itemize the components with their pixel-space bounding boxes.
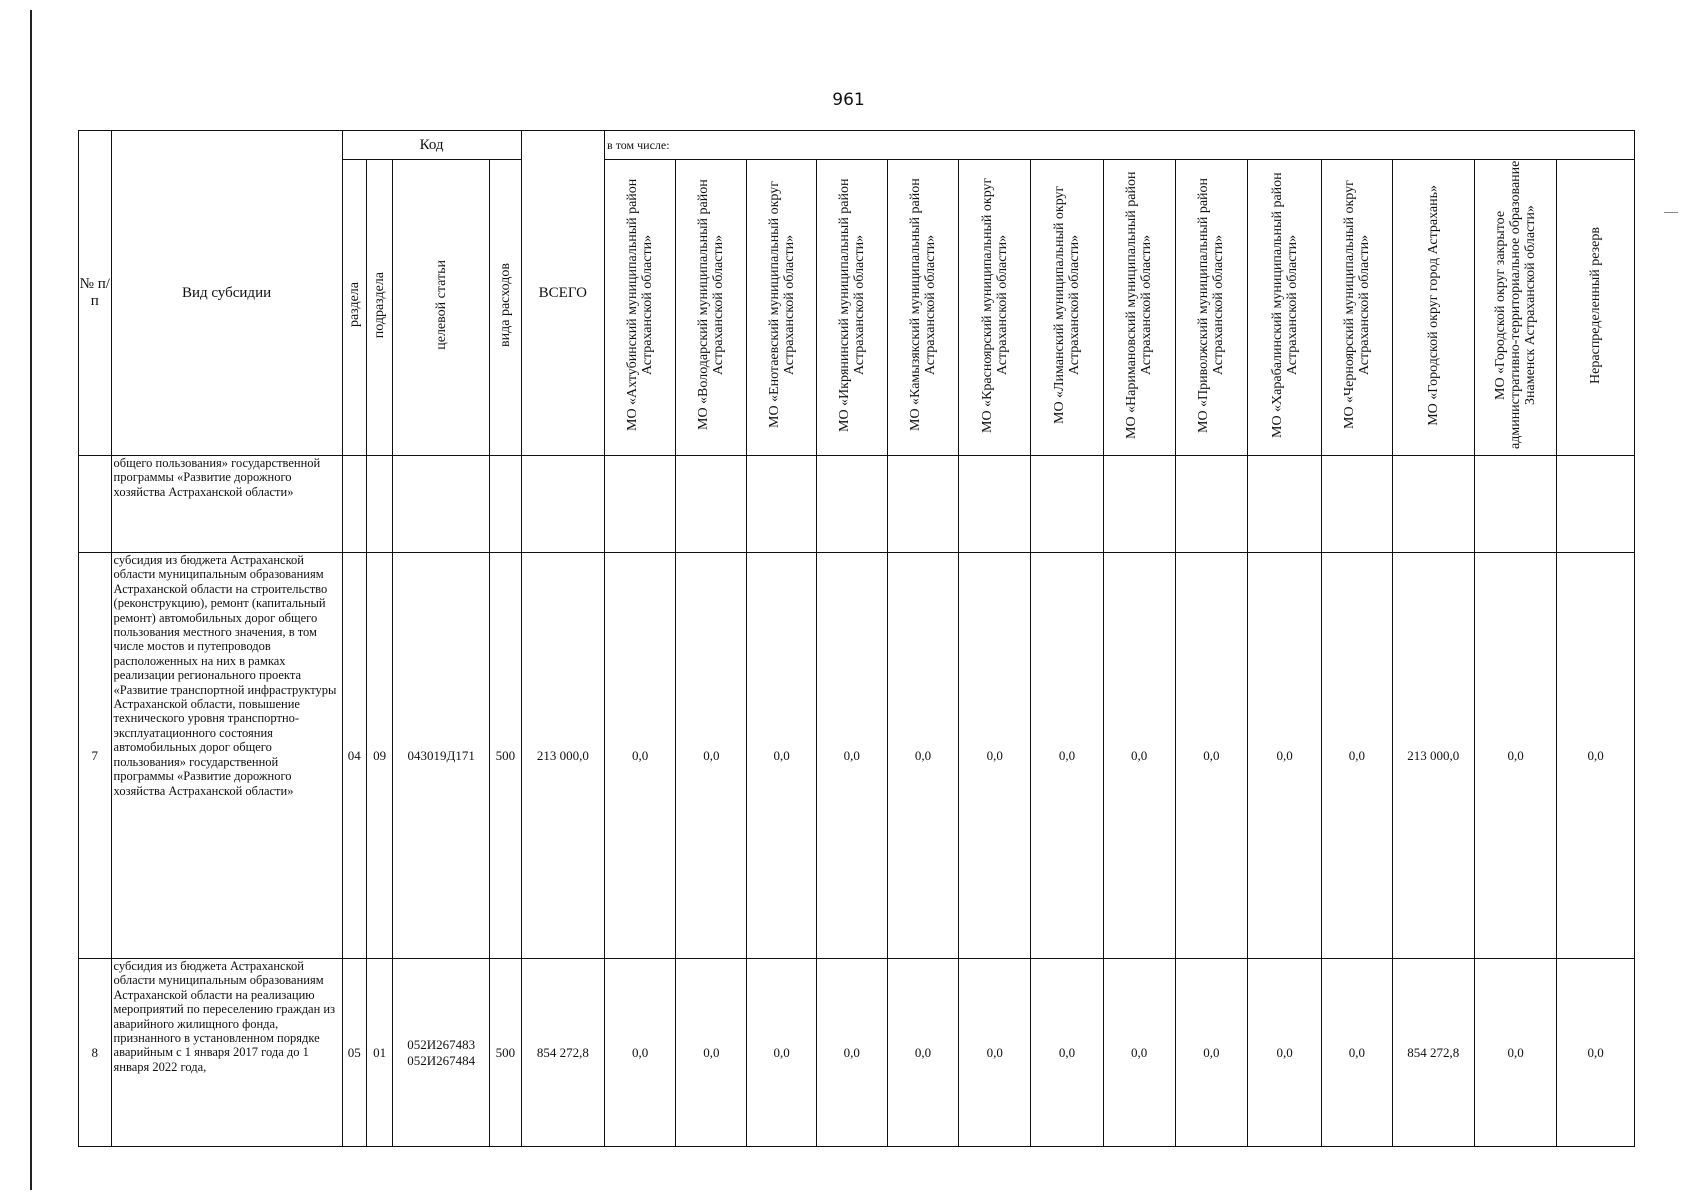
header-mo-harabalinsky: МО «Харабалинский муниципальный район Астраханской области» bbox=[1248, 160, 1322, 456]
header-v-tom-chisle: в том числе: bbox=[605, 131, 1635, 160]
row-vsego: 854 272,8 bbox=[521, 959, 604, 1147]
row-num bbox=[79, 456, 112, 553]
header-vsego: ВСЕГО bbox=[521, 131, 604, 456]
header-mo-kamyzyaksky: МО «Камызякский муниципальный район Астраханской области» bbox=[887, 160, 958, 456]
row-value bbox=[1557, 456, 1635, 553]
row-value: 854 272,8 bbox=[1392, 959, 1474, 1147]
row-value: 0,0 bbox=[676, 959, 747, 1147]
page-left-rule bbox=[30, 10, 32, 1190]
row-podrazdel bbox=[366, 456, 392, 553]
row-value bbox=[887, 456, 958, 553]
table-row bbox=[79, 553, 1635, 959]
row-value bbox=[959, 456, 1031, 553]
row-value bbox=[816, 456, 887, 553]
row-desc: субсидия из бюджета Астраханской области муниципальным образованиям Астраханской области на реализацию мероприятий по переселению граждан из аварийного жилищного фонда, признанного в установленном порядке аварийным с 1 января 2017 года до 1 января 2022 года, bbox=[111, 959, 342, 1147]
row-value: 0,0 bbox=[1175, 959, 1247, 1147]
header-mo-krasnoyarsky: МО «Красноярский муниципальный округ Астраханской области» bbox=[959, 160, 1031, 456]
row-value: 0,0 bbox=[1557, 553, 1635, 959]
table-row bbox=[79, 959, 1635, 1147]
row-celevaya: 052И267483 052И267484 bbox=[393, 959, 490, 1147]
header-mo-chernoyarsky: МО «Черноярский муниципальный округ Астраханской области» bbox=[1322, 160, 1392, 456]
row-desc: общего пользования» государственной программы «Развитие дорожного хозяйства Астраханской области» bbox=[111, 456, 342, 553]
row-value bbox=[1031, 456, 1103, 553]
header-mo-enotaevsky: МО «Енотаевский муниципальный округ Астраханской области» bbox=[747, 160, 816, 456]
header-mo-limansky: МО «Лиманский муниципальный округ Астраханской области» bbox=[1031, 160, 1103, 456]
row-value: 0,0 bbox=[959, 959, 1031, 1147]
header-celevaya-statya: целевой статьи bbox=[393, 160, 490, 456]
row-value: 0,0 bbox=[605, 959, 676, 1147]
row-value bbox=[1474, 456, 1556, 553]
row-value: 0,0 bbox=[747, 553, 816, 959]
row-value: 0,0 bbox=[1103, 959, 1175, 1147]
row-value: 0,0 bbox=[1322, 959, 1392, 1147]
row-value: 0,0 bbox=[1248, 959, 1322, 1147]
page-number: 961 bbox=[832, 90, 865, 110]
header-podrazdel: подраздела bbox=[366, 160, 392, 456]
row-value: 0,0 bbox=[1474, 959, 1556, 1147]
table-row bbox=[79, 456, 1635, 553]
header-kod: Код bbox=[342, 131, 521, 160]
header-num: № п/п bbox=[79, 131, 112, 456]
header-vid-subsidii: Вид субсидии bbox=[111, 131, 342, 456]
row-value bbox=[1103, 456, 1175, 553]
header-mo-volodarsky: МО «Володарский муниципальный район Астраханской области» bbox=[676, 160, 747, 456]
row-value: 0,0 bbox=[1322, 553, 1392, 959]
row-value: 0,0 bbox=[1175, 553, 1247, 959]
row-value: 0,0 bbox=[1103, 553, 1175, 959]
subsidy-table bbox=[78, 130, 1635, 1147]
row-value: 0,0 bbox=[747, 959, 816, 1147]
row-razdel: 04 bbox=[342, 553, 366, 959]
row-value: 0,0 bbox=[1031, 553, 1103, 959]
header-mo-astrakhan: МО «Городской округ город Астрахань» bbox=[1392, 160, 1474, 456]
row-value bbox=[1322, 456, 1392, 553]
page-edge-mark bbox=[1664, 212, 1678, 213]
header-mo-narimanovsky: МО «Наримановский муниципальный район Астраханской области» bbox=[1103, 160, 1175, 456]
row-value bbox=[1248, 456, 1322, 553]
row-value: 0,0 bbox=[887, 553, 958, 959]
row-value: 0,0 bbox=[959, 553, 1031, 959]
row-value: 0,0 bbox=[1474, 553, 1556, 959]
row-vid-rashodov: 500 bbox=[490, 553, 522, 959]
row-celevaya: 043019Д171 bbox=[393, 553, 490, 959]
row-value: 0,0 bbox=[1031, 959, 1103, 1147]
row-razdel bbox=[342, 456, 366, 553]
header-mo-znamensk: МО «Городской округ закрытое административно-территориальное образование Знаменск Астраханской области» bbox=[1474, 160, 1556, 456]
row-vsego bbox=[521, 456, 604, 553]
header-razdel: раздела bbox=[342, 160, 366, 456]
row-value: 0,0 bbox=[676, 553, 747, 959]
row-podrazdel: 01 bbox=[366, 959, 392, 1147]
row-value: 0,0 bbox=[816, 553, 887, 959]
row-vid-rashodov bbox=[490, 456, 522, 553]
row-vsego: 213 000,0 bbox=[521, 553, 604, 959]
header-mo-ahtubinsky: МО «Ахтубинский муниципальный район Астраханской области» bbox=[605, 160, 676, 456]
row-value: 0,0 bbox=[816, 959, 887, 1147]
row-value bbox=[1175, 456, 1247, 553]
row-num: 7 bbox=[79, 553, 112, 959]
row-celevaya bbox=[393, 456, 490, 553]
header-mo-privolzhsky: МО «Приволжский муниципальный район Астраханской области» bbox=[1175, 160, 1247, 456]
row-value bbox=[605, 456, 676, 553]
row-vid-rashodov: 500 bbox=[490, 959, 522, 1147]
row-value: 0,0 bbox=[887, 959, 958, 1147]
row-desc: субсидия из бюджета Астраханской области муниципальным образованиям Астраханской области на строительство (реконструкцию), ремонт (капитальный ремонт) автомобильных дорог общего пользования местного значения, в том числе мостов и путепроводов расположенных на них в рамках реализации регионального проекта «Развитие транспортной инфраструктуры Астраханской области, повышение технического уровня транспортно-эксплуатационного состояния автомобильных дорог общего пользования» государственной программы «Развитие дорожного хозяйства Астраханской области» bbox=[111, 553, 342, 959]
row-value bbox=[747, 456, 816, 553]
row-num: 8 bbox=[79, 959, 112, 1147]
row-value: 213 000,0 bbox=[1392, 553, 1474, 959]
row-value: 0,0 bbox=[1557, 959, 1635, 1147]
row-value: 0,0 bbox=[605, 553, 676, 959]
header-vid-rashodov: вида расходов bbox=[490, 160, 522, 456]
row-podrazdel: 09 bbox=[366, 553, 392, 959]
row-value bbox=[1392, 456, 1474, 553]
row-value: 0,0 bbox=[1248, 553, 1322, 959]
row-value bbox=[676, 456, 747, 553]
header-mo-ikryaninsky: МО «Икрянинский муниципальный район Астраханской области» bbox=[816, 160, 887, 456]
header-nerasp-rezerv: Нераспределенный резерв bbox=[1557, 160, 1635, 456]
row-razdel: 05 bbox=[342, 959, 366, 1147]
